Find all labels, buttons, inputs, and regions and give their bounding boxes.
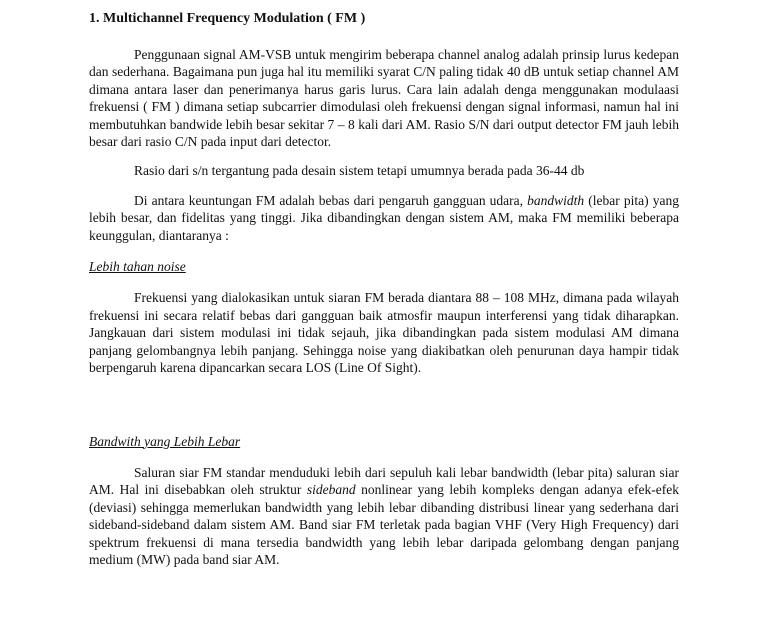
- paragraph-intro: Penggunaan signal AM-VSB untuk mengirim beberapa channel analog adalah prinsip lurus kedepan dan sederhana. Bagaimana pun juga hal itu memiliki syarat C/N paling tidak 40 dB untuk setiap channel AM dimana antara laser dan penerimanya harus garis lurus. Cara lain adalah denga menggunakan modulaasi frekuensi ( FM ) dimana setiap subcarrier dimodulasi oleh frekuensi dengan signal informasi, namun hal ini membutuhkan bandwide lebih besar sekitar 7 – 8 kali dari AM. Rasio S/N dari output detector FM jauh lebih besar dari rasio C/N pada input dari detector.: [89, 47, 679, 150]
- paragraph-bandwidth: [89, 464, 679, 568]
- text-run: Di antara keuntungan FM adalah bebas dari pengaruh gangguan udara,: [134, 192, 528, 208]
- section-heading: 1. Multichannel Frequency Modulation ( FM ): [89, 11, 366, 26]
- text-run: Saluran siar FM standar menduduki lebih dari sepuluh kali lebar bandwidth (lebar pita) saluran siar AM. Hal ini disebabkan oleh struktur: [89, 464, 679, 498]
- italic-term: bandwidth: [527, 192, 585, 208]
- italic-term: sideband: [306, 482, 356, 498]
- paragraph-advantages: [89, 192, 679, 244]
- document-page: [89, 10, 679, 568]
- subsection-title-noise: Lebih tahan noise: [89, 259, 186, 275]
- text-run: nonlinear yang lebih kompleks dengan adanya efek-efek (deviasi) sehingga memerlukan bandwidth yang lebih lebar dibanding distribusi linear yang sederhana dari sideband-sideband dalam sistem AM. Band siar FM terletak pada bagian VHF (Very High Frequency) dari spektrum frekuensi di mana tersedia bandwidth yang lebih lebar daripada gelombang dengan panjang medium (MW) pada band siar AM.: [89, 482, 679, 567]
- paragraph-noise: Frekuensi yang dialokasikan untuk siaran FM berada diantara 88 – 108 MHz, dimana pada wilayah frekuensi ini secara relatif bebas dari gangguan baik atmosfir maupun interferensi yang tidak diharapkan. Jangkauan dari sistem modulasi ini tidak sejauh, jika dibandingkan pada sistem modulasi AM dimana panjang gelombangnya lebih panjang. Sehingga noise yang diakibatkan oleh penurunan daya hampir tidak berpengaruh karena dipancarkan secara LOS (Line Of Sight).: [89, 290, 679, 376]
- subsection-title-bandwidth: Bandwith yang Lebih Lebar: [89, 433, 241, 449]
- paragraph-snr: Rasio dari s/n tergantung pada desain sistem tetapi umumnya berada pada 36-44 db: [134, 163, 585, 179]
- text-run: (lebar pita) yang lebih besar, dan fidelitas yang tinggi. Jika dibandingkan dengan sistem AM, maka FM memiliki beberapa keunggulan, diantaranya :: [89, 192, 679, 243]
